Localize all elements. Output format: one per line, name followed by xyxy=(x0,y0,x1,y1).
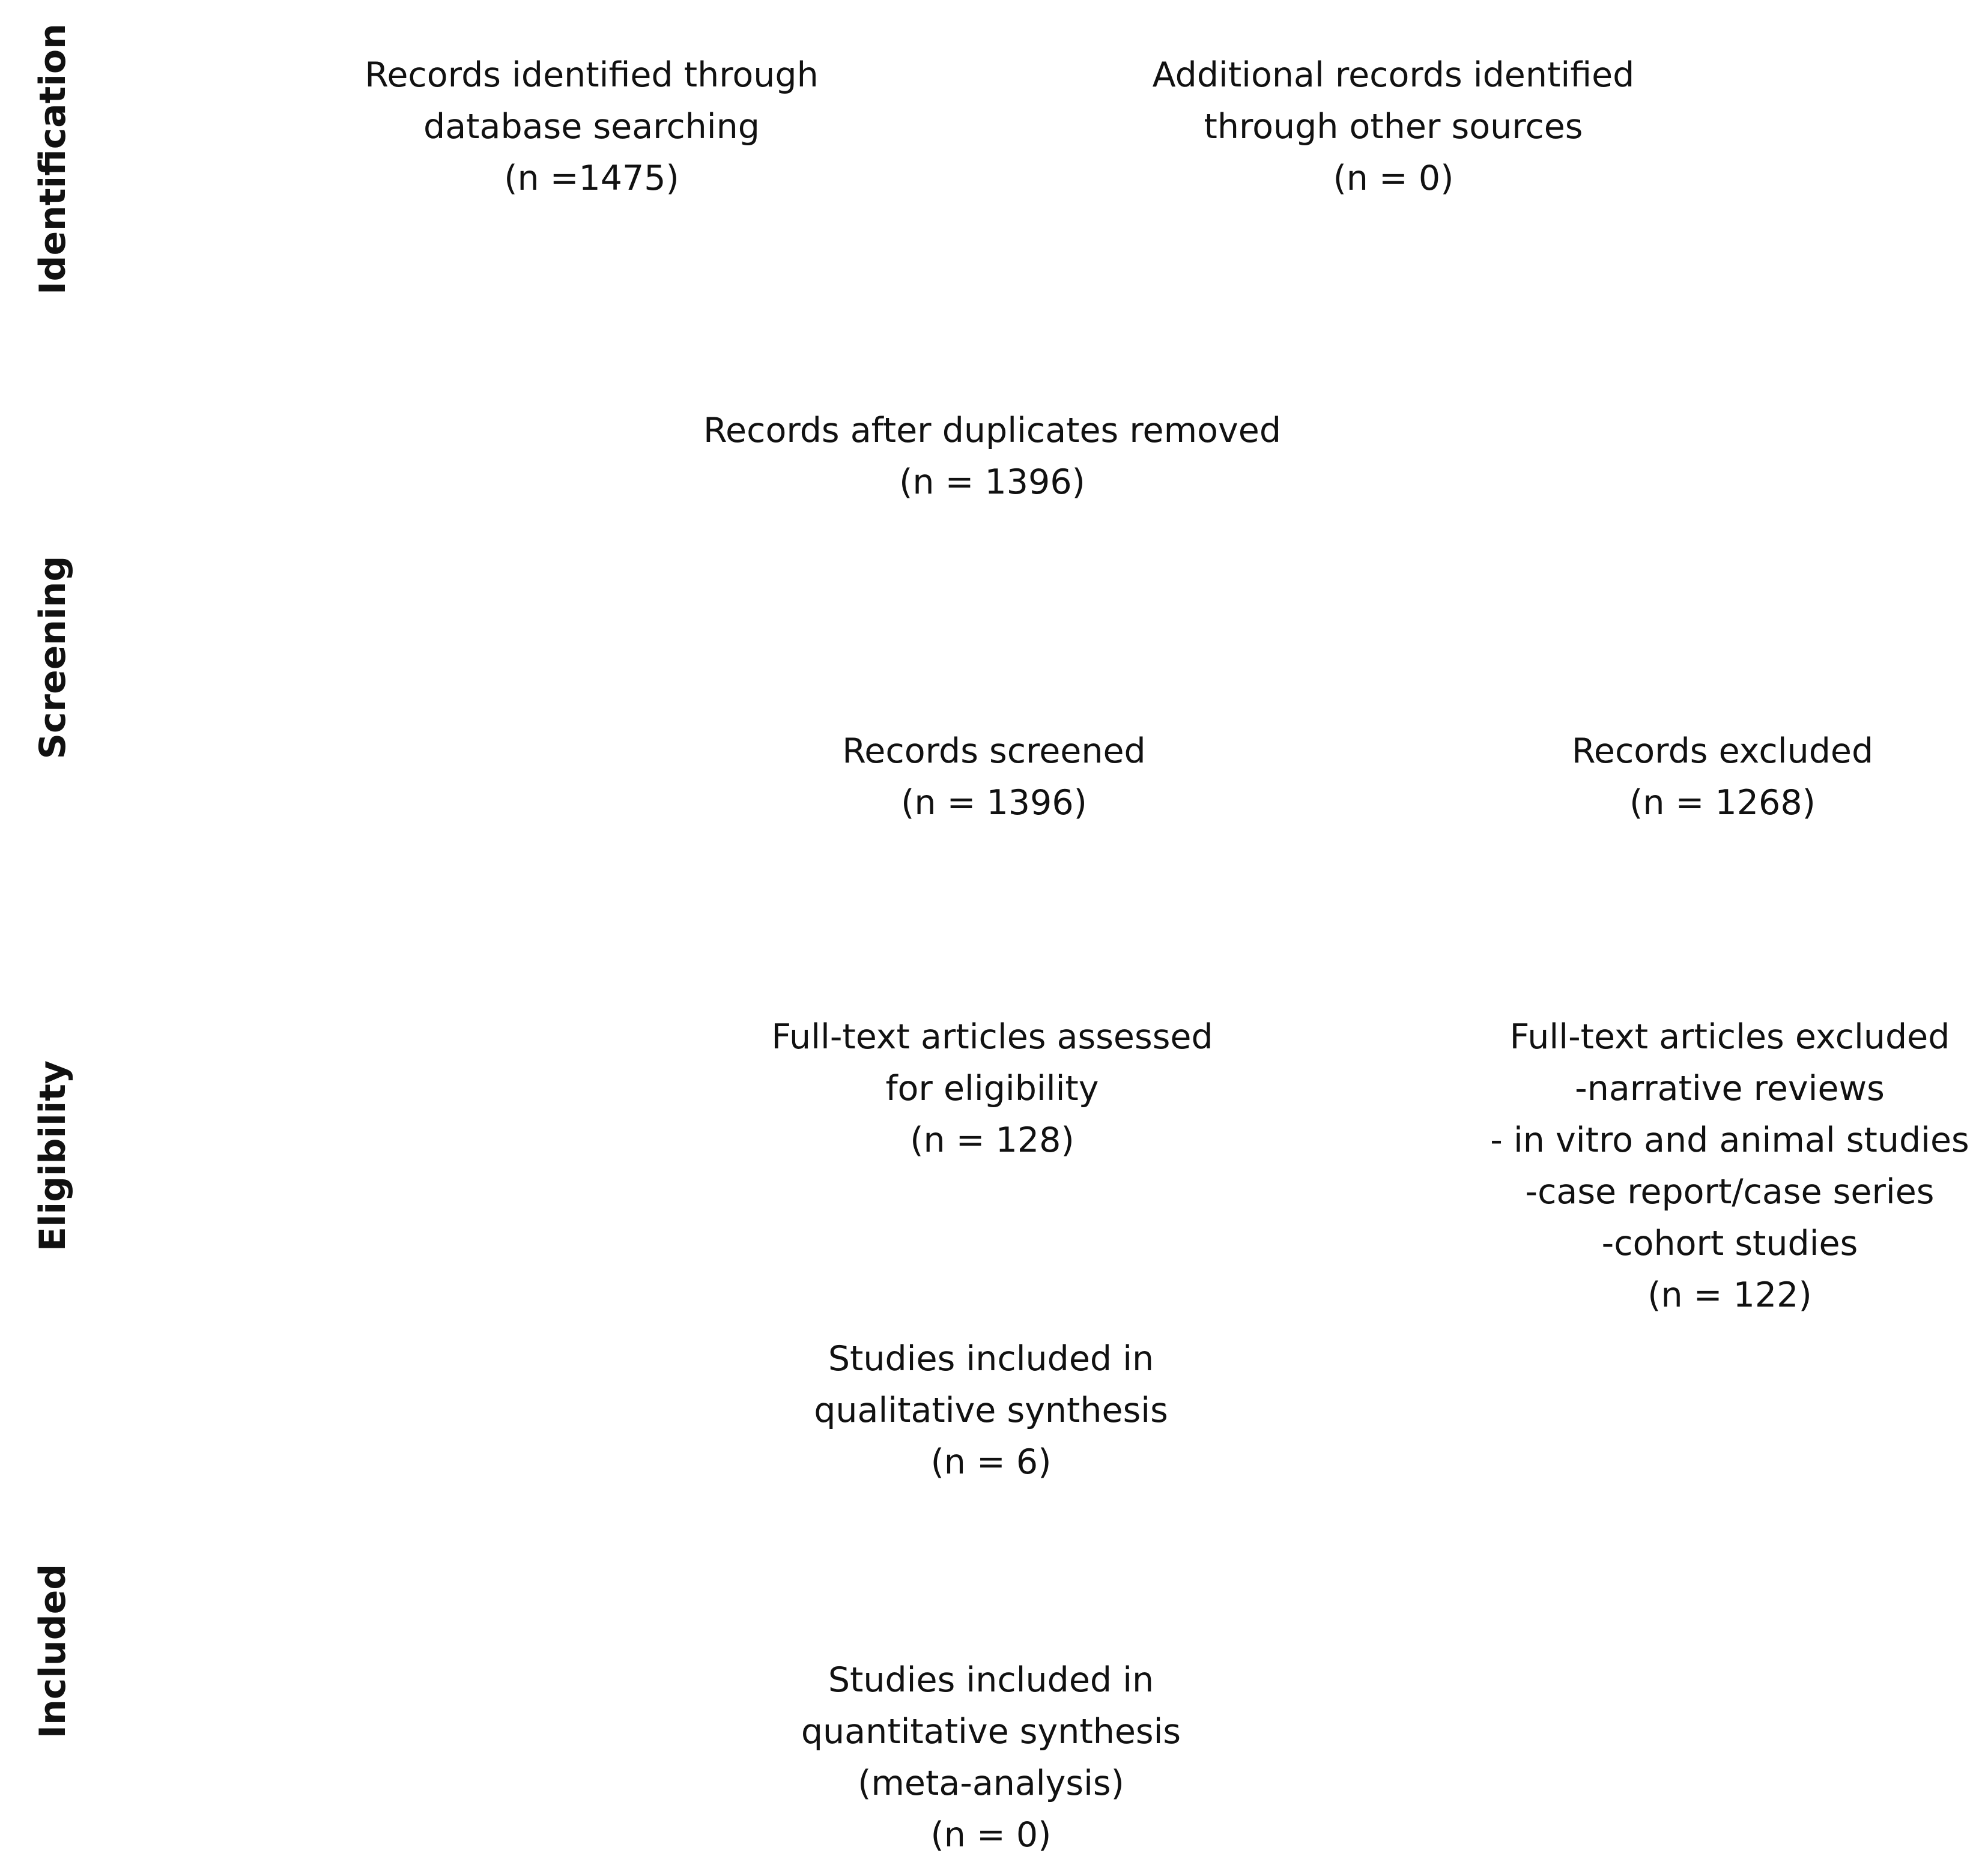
node-line: -case report/case series xyxy=(1525,1172,1935,1212)
node-line: (n = 1268) xyxy=(1629,783,1816,823)
node-line: Records identified through xyxy=(365,55,819,95)
node-line: Studies included in xyxy=(828,1660,1154,1700)
node-line: Full-text articles assessed xyxy=(771,1017,1213,1057)
stage-eligibility-label: Eligibility xyxy=(32,1060,74,1252)
node-other-sources xyxy=(1153,49,1635,204)
stage-identification-label: Identification xyxy=(32,23,74,295)
node-quantitative-synthesis xyxy=(801,1654,1181,1861)
stage-included-label: Included xyxy=(32,1564,74,1739)
node-qualitative-synthesis xyxy=(814,1333,1168,1488)
node-fulltext-excluded xyxy=(1490,1011,1969,1321)
node-records-excluded xyxy=(1572,725,1873,829)
node-line: (n = 0) xyxy=(1333,159,1454,198)
node-fulltext-assessed xyxy=(771,1011,1213,1166)
node-line: Studies included in xyxy=(828,1339,1154,1379)
node-after-duplicates xyxy=(703,405,1281,508)
node-line: -cohort studies xyxy=(1601,1224,1858,1263)
node-line: quantitative synthesis xyxy=(801,1712,1181,1752)
node-database-records xyxy=(365,49,818,204)
node-line: database searching xyxy=(423,107,760,147)
node-line: (meta-analysis) xyxy=(858,1764,1124,1803)
node-line: qualitative synthesis xyxy=(814,1391,1168,1430)
node-line: Records after duplicates removed xyxy=(703,411,1282,450)
node-line: (n = 1396) xyxy=(901,783,1087,823)
node-line: -narrative reviews xyxy=(1575,1069,1885,1108)
node-line: (n = 128) xyxy=(910,1120,1074,1160)
node-line: Additional records identified xyxy=(1152,55,1635,95)
node-line: (n = 1396) xyxy=(899,462,1085,502)
node-line: (n =1475) xyxy=(504,159,679,198)
node-line: (n = 122) xyxy=(1647,1275,1812,1315)
node-line: Records excluded xyxy=(1571,731,1874,771)
node-line: (n = 0) xyxy=(930,1815,1052,1855)
node-records-screened xyxy=(842,725,1146,829)
stage-screening-label: Screening xyxy=(32,555,74,760)
node-line: through other sources xyxy=(1204,107,1583,147)
node-line: Full-text articles excluded xyxy=(1509,1017,1950,1057)
node-line: Records screened xyxy=(842,731,1146,771)
node-line: - in vitro and animal studies xyxy=(1490,1120,1969,1160)
node-line: for eligibility xyxy=(885,1069,1099,1108)
node-line: (n = 6) xyxy=(930,1442,1052,1482)
